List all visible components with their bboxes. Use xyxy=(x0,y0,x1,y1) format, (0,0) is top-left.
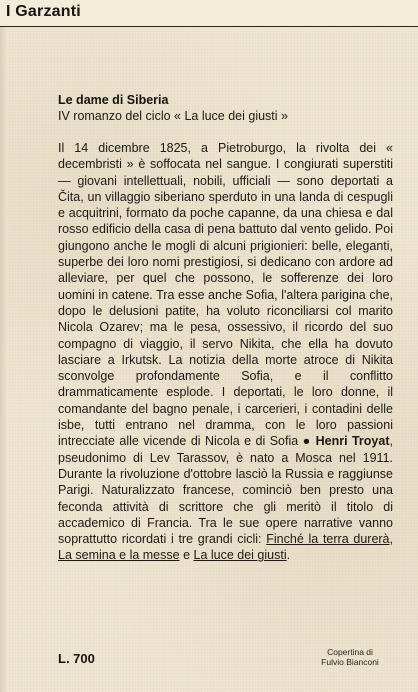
cover-credit xyxy=(300,647,400,667)
work-title-2: La semina e la messe xyxy=(58,548,180,563)
author-bio: , pseudonimo di Lev Tarassov, è nato a Mosca nel 1911. Durante la rivoluzione d'ottobre lasciò la Russia e raggiunse Parigi. Naturalizzato francese, cominciò ben presto una feconda attività di scrittore che gli meritò il titolo di accademico di Francia. Tra le sue opere narrative vanno soprattutto ricordati i tre grandi cicli: xyxy=(58,434,393,547)
work-title-3: La luce dei giusti xyxy=(193,548,287,563)
cover-credit-line-2: Fulvio Bianconi xyxy=(321,657,379,667)
book-subtitle: IV romanzo del ciclo « La luce dei giusti » xyxy=(58,109,288,123)
plot-summary: Il 14 dicembre 1825, a Pietroburgo, la rivolta dei « decembristi » è soffocata nel sangue. I congiurati superstiti — giovani intellettuali, nobili, ufficiali — sono deportati a Čita, un villaggio siberiano sperduto in una landa di cespugli e acquitrini, formato da poche capanne, da una chiesa e dal rosso edificio della casa di pena battuto dal vento gelido. Poi giungono anche le mogli di alcuni prigionieri: belle, eleganti, superbe dei loro nomi prestigiosi, si dedicano con ardore ad alleviare, per quel che possono, le sofferenze dei loro uomini in catene. Tra esse anche Sofia, l'altera parigina che, dopo le delusioni patite, ha voluto riconciliarsi col marito Nicola Ozarev; ma le pesa, ossessivo, il ricordo del suo compagno di viaggio, il servo Nikita, che ella ha dovuto lasciare a Irkutsk. La notizia della morte atroce di Nikita sconvolge profondamente Sofia, e il conflitto drammaticamente esplode. I deportati, le loro donne, il comandante del bagno penale, i carcerieri, i contadini delle isbe, tutti entrano nel dramma, con le loro passioni intrecciate alle vicende di Nicola e di Sofia xyxy=(58,141,393,449)
work-title-1: Finché la terra durerà xyxy=(266,532,390,547)
bullet-icon: ● xyxy=(302,434,312,449)
final-period: . xyxy=(286,548,291,563)
blurb-text xyxy=(58,140,393,564)
price-label: L. 700 xyxy=(58,651,95,666)
separator-2: e xyxy=(179,548,194,563)
cover-credit-line-1: Copertina di xyxy=(327,647,373,657)
book-title: Le dame di Siberia xyxy=(58,93,169,107)
publisher-logo: I Garzanti xyxy=(6,3,81,20)
separator-1: , xyxy=(389,532,393,547)
author-name: Henri Troyat xyxy=(315,434,390,449)
publisher-band xyxy=(0,0,418,27)
spine-edge xyxy=(0,27,7,692)
